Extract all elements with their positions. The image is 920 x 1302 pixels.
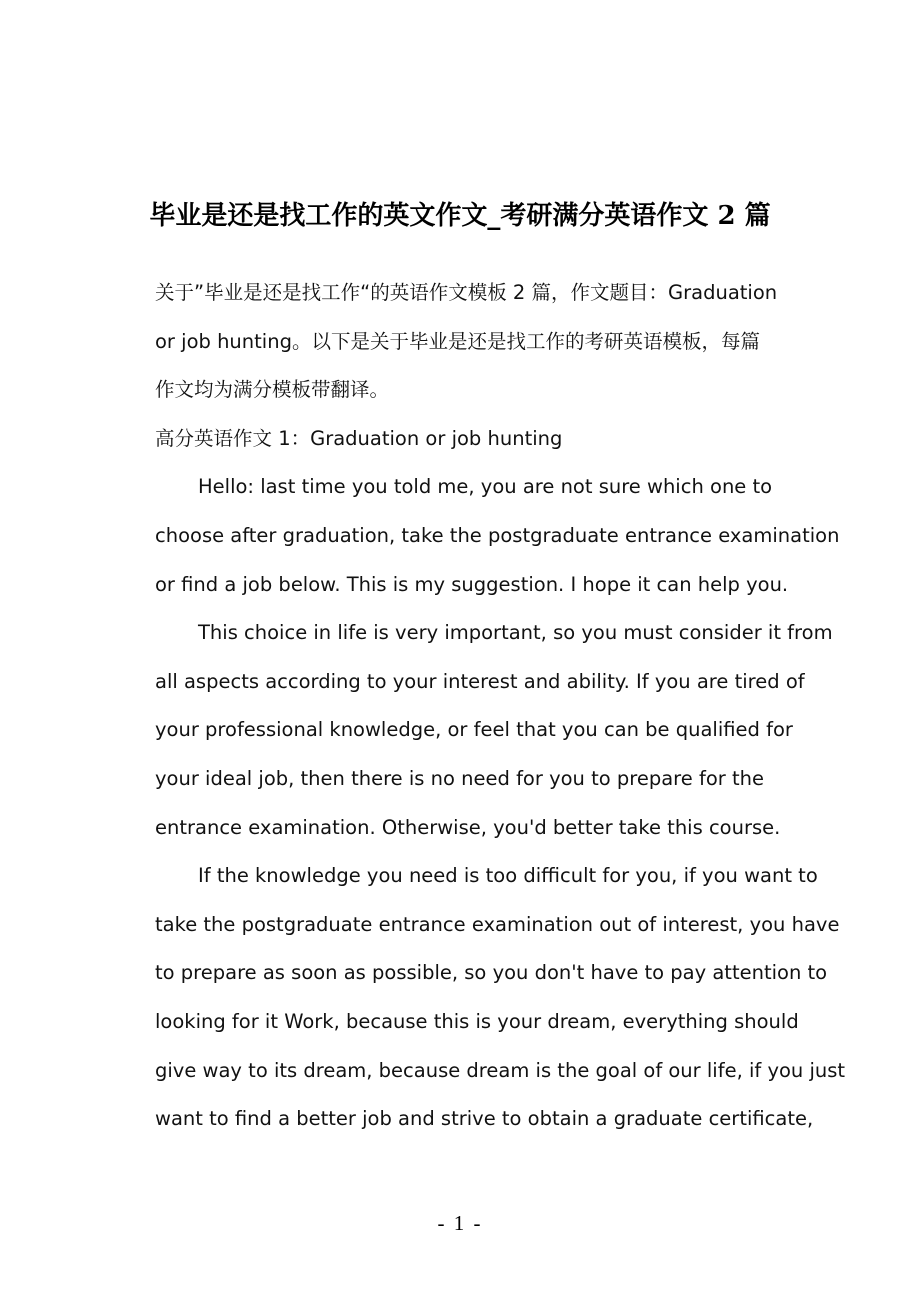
intro-line: 关于”毕业是还是找工作“的英语作文模板 2 篇，作文题目：Graduation (155, 281, 778, 304)
paragraph-line: If the knowledge you need is too difficult for you, if you want to (198, 864, 818, 888)
paragraph-line: take the postgraduate entrance examination out of interest, you have (155, 912, 840, 936)
intro-line: 作文均为满分模板带翻译。 (155, 378, 390, 402)
paragraph-line: or find a job below. This is my suggestion. I hope it can help you. (155, 572, 789, 596)
paragraph-line: choose after graduation, take the postgraduate entrance examination (155, 523, 840, 547)
document-body (155, 269, 846, 1144)
paragraph-line: your ideal job, then there is no need for you to prepare for the (155, 766, 764, 790)
page-number: - 1 - (437, 1211, 483, 1235)
paragraph-line: This choice in life is very important, so you must consider it from (198, 621, 833, 645)
intro-line: or job hunting。以下是关于毕业是还是找工作的考研英语模板，每篇 (155, 329, 760, 353)
paragraph-line: entrance examination. Otherwise, you'd better take this course. (155, 815, 781, 839)
document-title: 毕业是还是找工作的英文作文_考研满分英语作文 2 篇 (149, 201, 771, 231)
paragraph-line: to prepare as soon as possible, so you don't have to pay attention to (155, 961, 828, 985)
essay-paragraph-1 (155, 463, 840, 609)
paragraph-line: give way to its dream, because dream is the goal of our life, if you just (155, 1058, 846, 1082)
paragraph-line: your professional knowledge, or feel that you can be qualified for (155, 718, 793, 742)
essay-heading (155, 415, 807, 464)
paragraph-line: all aspects according to your interest and ability. If you are tired of (155, 669, 805, 693)
essay-heading-text: 高分英语作文 1：Graduation or job hunting (155, 426, 563, 450)
paragraph-line: Hello: last time you told me, you are not sure which one to (198, 475, 773, 499)
intro-paragraph (155, 269, 807, 415)
essay-paragraph-2 (155, 609, 833, 852)
essay-paragraph-3 (155, 852, 846, 1144)
paragraph-line: looking for it Work, because this is your dream, everything should (155, 1009, 799, 1033)
paragraph-line: want to find a better job and strive to obtain a graduate certificate, (155, 1107, 814, 1131)
